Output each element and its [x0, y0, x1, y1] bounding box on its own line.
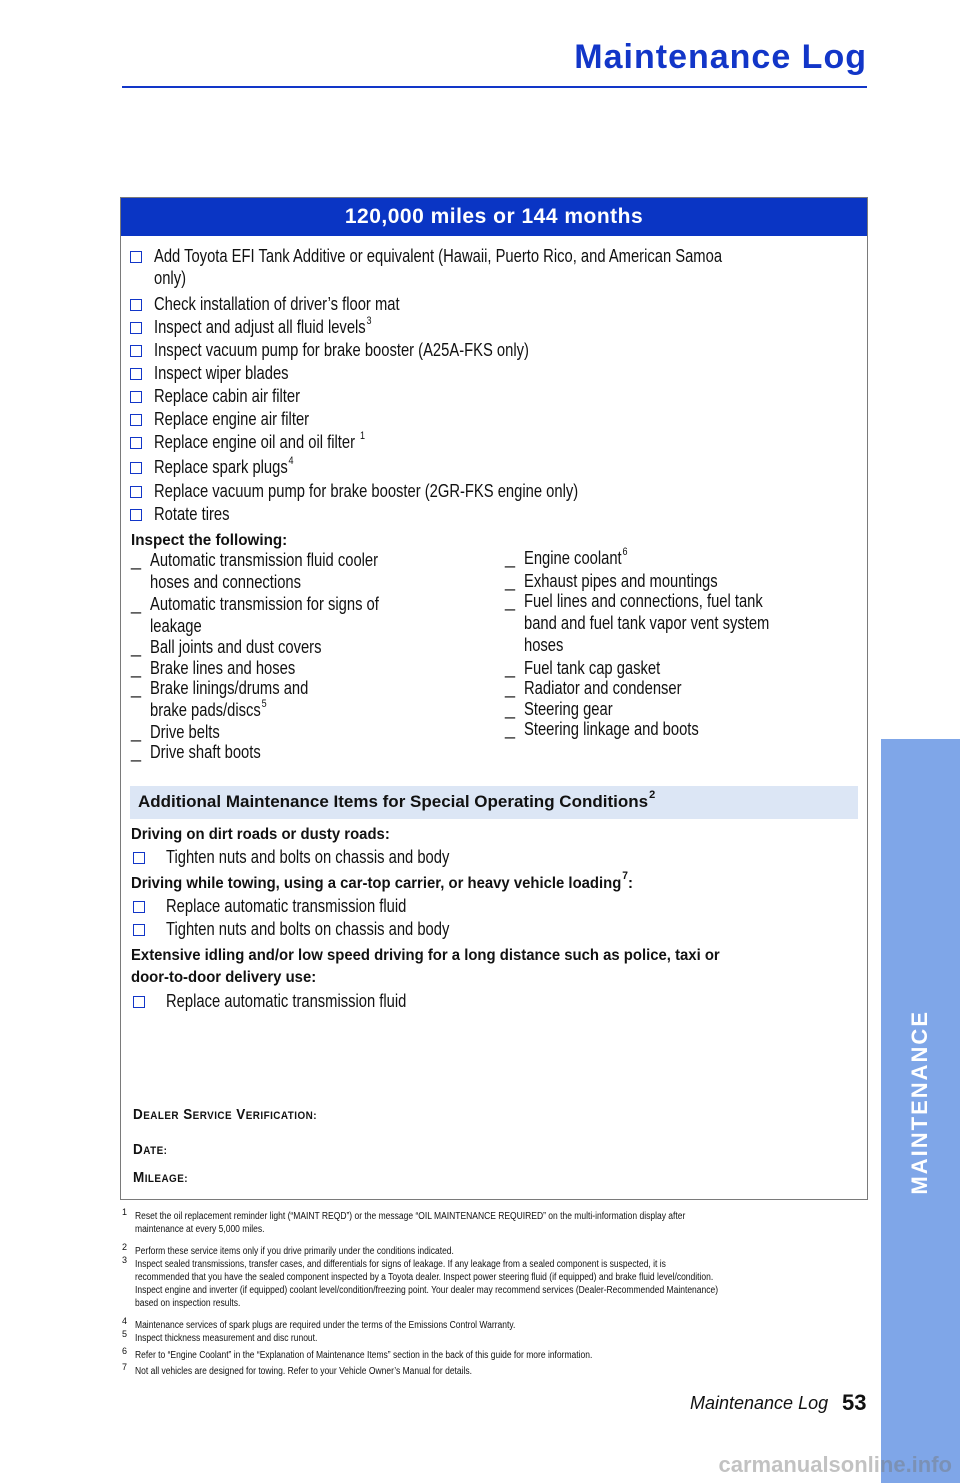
- checkbox[interactable]: [130, 414, 142, 426]
- interval-header: 120,000 miles or 144 months: [121, 198, 867, 236]
- footnote-number: 7: [122, 1362, 128, 1372]
- footnote-number: 2: [122, 1242, 128, 1252]
- checklist-item-text: Inspect vacuum pump for brake booster (A25A-FKS only): [154, 340, 529, 360]
- footnote-number: 4: [122, 1316, 128, 1326]
- footnote-number: 5: [122, 1329, 128, 1339]
- checklist-item-text: Replace engine oil and oil filter: [154, 432, 360, 452]
- checklist-item: [154, 431, 365, 456]
- checklist-item: [154, 267, 186, 289]
- footnote-text: Inspect engine and inverter (if equipped) coolant level/condition/freezing point. Your dealer may recommend services (Dealer-Recommended Maintenance): [135, 1285, 719, 1296]
- checkbox[interactable]: [130, 345, 142, 357]
- inspect-item: [150, 593, 379, 615]
- condition-item-text: Replace automatic transmission fluid: [166, 896, 407, 916]
- inspect-item: [150, 657, 295, 679]
- inspect-item-text: Steering linkage and boots: [524, 719, 699, 739]
- inspect-item-text: band and fuel tank vapor vent system: [524, 613, 770, 633]
- special-conditions-title: Additional Maintenance Items for Special Operating Conditions$^2$: [138, 789, 656, 811]
- inspect-item-text: Fuel tank cap gasket: [524, 658, 661, 678]
- footnote-text: recommended that you have the sealed component inspected by a Toyota dealer. Inspect power steering fluid (if equipped) and brake fluid level/condition.: [135, 1272, 714, 1283]
- checklist-item: [154, 456, 294, 481]
- condition-heading: [131, 967, 316, 989]
- inspect-item: [524, 590, 763, 612]
- footnote-number: 1: [122, 1207, 128, 1217]
- footnote-text: based on inspection results.: [135, 1298, 241, 1309]
- checklist-item: [154, 362, 289, 384]
- checklist-item-text: Replace vacuum pump for brake booster (2GR-FKS engine only): [154, 481, 579, 501]
- checkbox[interactable]: [133, 852, 145, 864]
- footer-label: Maintenance Log: [690, 1393, 829, 1413]
- footnote-text: Reset the oil replacement reminder light (“MAINT REQD”) or the message “OIL MAINTENANCE REQUIRED” on the multi-information display after: [135, 1211, 686, 1222]
- inspect-item-text: Engine coolant: [524, 548, 622, 568]
- footnote-text: Maintenance services of spark plugs are required under the terms of the Emissions Control Warranty.: [135, 1320, 516, 1331]
- inspect-item-text: leakage: [150, 616, 202, 636]
- inspect-item: [150, 741, 261, 763]
- checklist-item: [154, 245, 722, 267]
- checkbox[interactable]: [133, 901, 145, 913]
- checkbox[interactable]: [130, 299, 142, 311]
- inspect-item: [150, 615, 202, 637]
- inspect-item-text: Exhaust pipes and mountings: [524, 571, 718, 591]
- footnote-ref: 3: [366, 315, 372, 327]
- condition-item-text: Tighten nuts and bolts on chassis and body: [166, 847, 450, 867]
- checkbox[interactable]: [130, 251, 142, 263]
- inspect-item-text: Automatic transmission fluid cooler: [150, 550, 379, 570]
- page-number: 53: [842, 1390, 867, 1415]
- checkbox[interactable]: [130, 391, 142, 403]
- checklist-item-text: Inspect and adjust all fluid levels: [154, 317, 366, 337]
- footnote-ref: 5: [261, 698, 267, 710]
- inspect-item: [524, 677, 682, 699]
- inspect-item: [524, 698, 613, 720]
- checklist-item: [154, 316, 372, 341]
- heading-colon: :: [627, 875, 633, 892]
- checklist-item-text: Inspect wiper blades: [154, 363, 289, 383]
- list-dash: _: [131, 637, 142, 657]
- checklist-item: [154, 503, 229, 525]
- footnote-text: Inspect thickness measurement and disc runout.: [135, 1333, 318, 1344]
- condition-heading-text: Driving while towing, using a car-top carrier, or heavy vehicle loading: [131, 875, 622, 892]
- footnote-text: Inspect sealed transmissions, transfer cases, and differentials for signs of leakage. If any leakage from a sealed component is suspected, it is: [135, 1259, 666, 1270]
- condition-item-text: Tighten nuts and bolts on chassis and body: [166, 919, 450, 939]
- list-dash: _: [505, 548, 516, 568]
- list-dash: _: [131, 550, 142, 570]
- inspect-item: [524, 547, 627, 572]
- inspect-item-text: Brake lines and hoses: [150, 658, 296, 678]
- footnote-text: Not all vehicles are designed for towing. Refer to your Vehicle Owner’s Manual for details.: [135, 1366, 473, 1377]
- condition-item: [166, 846, 449, 868]
- inspect-item-text: Radiator and condenser: [524, 678, 682, 698]
- checklist-item-text: only): [154, 268, 186, 288]
- checklist-item-text: Add Toyota EFI Tank Additive or equivalent (Hawaii, Puerto Rico, and American Samoa: [154, 246, 723, 266]
- checkbox[interactable]: [130, 486, 142, 498]
- list-dash: _: [131, 658, 142, 678]
- checkbox[interactable]: [130, 322, 142, 334]
- checklist-item: [154, 293, 400, 315]
- inspect-item: [524, 634, 563, 656]
- inspect-item: [524, 612, 769, 634]
- inspect-item-text: Brake linings/drums and: [150, 678, 309, 698]
- footnote-text: maintenance at every 5,000 miles.: [135, 1224, 265, 1235]
- condition-item: [166, 990, 406, 1012]
- inspect-item: [524, 718, 699, 740]
- checkbox[interactable]: [130, 368, 142, 380]
- list-dash: _: [505, 699, 516, 719]
- watermark: carmanualsonline.info: [718, 1452, 952, 1477]
- condition-heading: [131, 945, 720, 967]
- footnote-ref: 7: [622, 870, 628, 882]
- mileage-label: MILEAGE:: [133, 1169, 189, 1186]
- checklist-item-text: Rotate tires: [154, 504, 230, 524]
- inspect-item-text: Fuel lines and connections, fuel tank: [524, 591, 763, 611]
- inspect-item: [150, 636, 321, 658]
- title-divider: [122, 86, 867, 88]
- checklist-item: [154, 385, 300, 407]
- inspect-item-text: Drive belts: [150, 722, 220, 742]
- condition-item: [166, 895, 406, 917]
- list-dash: _: [505, 571, 516, 591]
- inspect-item-text: Steering gear: [524, 699, 613, 719]
- checklist-item-text: Replace cabin air filter: [154, 386, 301, 406]
- checkbox[interactable]: [130, 509, 142, 521]
- condition-heading-text: Driving on dirt roads or dusty roads:: [131, 826, 390, 843]
- footnote-text: Refer to “Engine Coolant” in the “Explanation of Maintenance Items” section in the back of this guide for more information.: [135, 1350, 593, 1361]
- checklist-item: [154, 408, 309, 430]
- inspect-item: [524, 657, 660, 679]
- inspect-item-text: Ball joints and dust covers: [150, 637, 322, 657]
- list-dash: _: [505, 678, 516, 698]
- list-dash: _: [131, 678, 142, 698]
- checkbox[interactable]: [133, 924, 145, 936]
- footnote-ref: 6: [622, 546, 628, 558]
- inspect-item-text: hoses: [524, 635, 564, 655]
- footnote-text: Perform these service items only if you drive primarily under the conditions indicated.: [135, 1246, 454, 1257]
- inspect-heading: Inspect the following:: [131, 532, 288, 549]
- list-dash: _: [505, 719, 516, 739]
- list-dash: _: [131, 742, 142, 762]
- inspect-item-text: Drive shaft boots: [150, 742, 261, 762]
- condition-heading-text: Extensive idling and/or low speed driving for a long distance such as police, taxi or: [131, 947, 720, 964]
- date-label: DATE:: [133, 1141, 168, 1158]
- inspect-item-text: Automatic transmission for signs of: [150, 594, 379, 614]
- inspect-item: [524, 570, 718, 592]
- condition-heading-text: door-to-door delivery use:: [131, 969, 317, 986]
- inspect-item-text: brake pads/discs: [150, 700, 261, 720]
- list-dash: _: [131, 722, 142, 742]
- footnote-ref: 1: [359, 430, 365, 442]
- list-dash: _: [505, 591, 516, 611]
- inspect-item: [150, 571, 301, 593]
- footnote-number: 3: [122, 1255, 128, 1265]
- condition-item: [166, 918, 449, 940]
- condition-heading: [131, 824, 390, 846]
- checklist-item: [154, 480, 578, 502]
- condition-item-text: Replace automatic transmission fluid: [166, 991, 407, 1011]
- dealer-verification-label: DEALER SERVICE VERIFICATION:: [133, 1106, 317, 1123]
- checklist-item-text: Replace engine air filter: [154, 409, 310, 429]
- inspect-item: [150, 721, 220, 743]
- page-title: Maintenance Log: [574, 38, 867, 76]
- inspect-item: [150, 549, 378, 571]
- checkbox[interactable]: [133, 996, 145, 1008]
- checklist-item-text: Replace spark plugs: [154, 457, 288, 477]
- list-dash: _: [131, 594, 142, 614]
- checklist-item: [154, 339, 529, 361]
- inspect-item: [150, 677, 308, 699]
- condition-heading: [131, 870, 633, 896]
- footnote-number: 6: [122, 1346, 128, 1356]
- footnote-ref: 4: [288, 455, 294, 467]
- inspect-item-text: hoses and connections: [150, 572, 301, 592]
- section-tab-label: MAINTENANCE: [907, 1010, 932, 1195]
- checkbox[interactable]: [130, 437, 142, 449]
- checkbox[interactable]: [130, 462, 142, 474]
- checklist-item-text: Check installation of driver’s floor mat: [154, 294, 400, 314]
- list-dash: _: [505, 658, 516, 678]
